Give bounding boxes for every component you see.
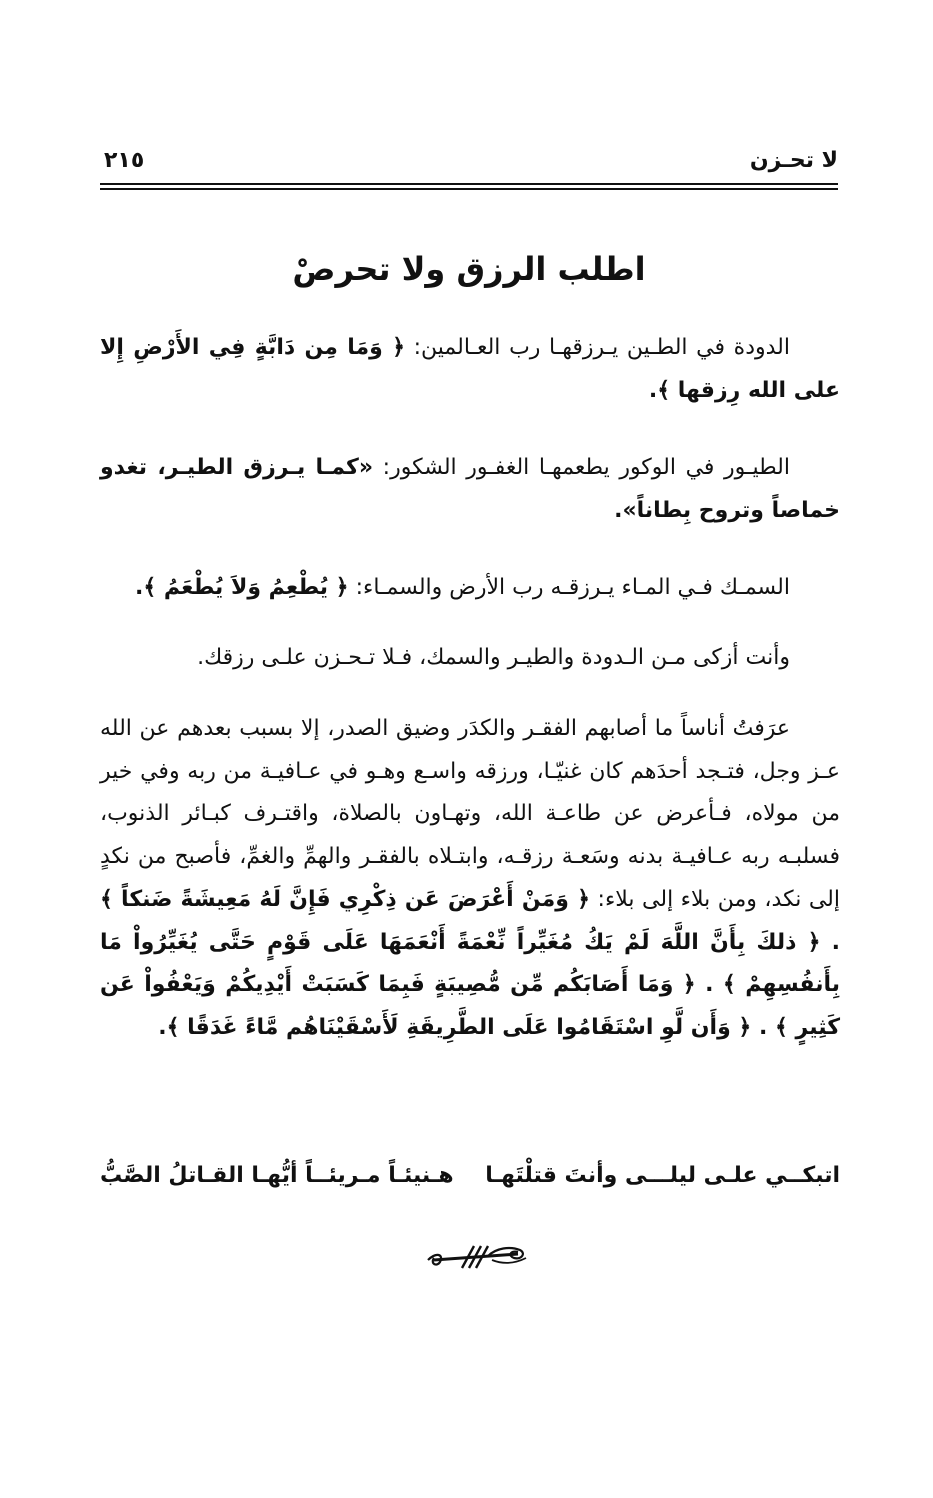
paragraph-worm [100, 326, 840, 412]
quran-quote: ﴿ وَمَا مِن دَابَّةٍ فِي الأَرْضِ إِلا على الله رِزقها ﴾. [100, 335, 840, 403]
paragraph-text: وأنت أزكى مـن الـدودة والطيـر والسمك، فـلا تـحـزن علـى رزقك. [197, 645, 790, 670]
page-number: ٢١٥ [104, 148, 145, 173]
hadith-quote: «كمـا يـرزق الطيـر، تغدو خماصاً وتروح بِطاناً». [100, 455, 840, 523]
paragraph-fish [100, 566, 840, 609]
quran-quotes: ﴿ وَمَنْ أَعْرَضَ عَن ذِكْرِي فَإِنَّ لَهُ مَعِيشَةً ضَنكاً ﴾ . ﴿ ذلكَ بِأَنَّ اللَّهَ لَمْ يَكُ مُغَيِّراً نِّعْمَةً أَنْعَمَهَا عَلَى قَوْمٍ حَتَّى يُغَيِّرُواْ مَا بِأَنفُسِهِمْ ﴾ . ﴿ وَمَا أَصَابَكُم مِّن مُّصِيبَةٍ فَبِمَا كَسَبَتْ أَيْدِيكُمْ وَيَعْفُواْ عَن كَثِيرٍ ﴾ . ﴿ وَأَن لَّوِ اسْتَقَامُوا عَلَى الطَّرِيقَةِ لَأَسْقَيْنَاهُم مَّاءً غَدَقًا ﴾. [100, 886, 840, 1040]
poem-hemistich-second: هـنيئـاً مـريئــاً أيُّهـا القـاتلُ الصَّبُّ [100, 1163, 454, 1188]
paragraph-people [100, 708, 840, 1050]
paragraph-text: السمـك فـي المـاء يـرزقـه رب الأرض والسمـاء: [348, 575, 790, 600]
header-rule-top [100, 183, 838, 185]
paragraph-text: عرَفتُ أناساً ما أصابهم الفقـر والكدَر وضيق الصدر، إلا بسبب بعدهم عن الله عـز وجل، فتـجد أحدَهم كان غنيّـا، ورزقه واسـع وهـو في عـافيـة من ربه وفي خير من مولاه، فـأعرض عن طاعـة الله، وتهـاون بالصلاة، واقتـرف كبـائر الذنوب، فسلبـه ربه عـافيـة بدنه وسَعـة رزقـه، وابتـلاه بالفقـر والهمِّ والغمِّ، فأصبح من نكدٍ إلى نكد، ومن بلاء إلى بلاء: [100, 716, 840, 912]
quran-quote: ﴿ يُطْعِمُ وَلاَ يُطْعَمُ ﴾. [135, 575, 349, 600]
running-book-title: لا تحـزن [749, 148, 838, 173]
paragraph-birds [100, 446, 840, 532]
page-header [100, 148, 838, 182]
paragraph-text: الطيـور في الوكور يطعمهـا الغفـور الشكور: [373, 455, 790, 480]
header-rule-bottom [100, 188, 838, 190]
poem-verse [100, 1163, 840, 1203]
paragraph-text: الدودة في الطـين يـرزقهـا رب العـالمين: [404, 335, 790, 360]
paragraph-you [100, 636, 840, 679]
chapter-title: اطلب الرزق ولا تحرصْ [292, 250, 646, 288]
poem-hemistich-first: اتبكــي علـى ليلـــى وأنتَ قتلْتَهـا [485, 1163, 840, 1188]
divider-ornament-icon [422, 1240, 532, 1272]
